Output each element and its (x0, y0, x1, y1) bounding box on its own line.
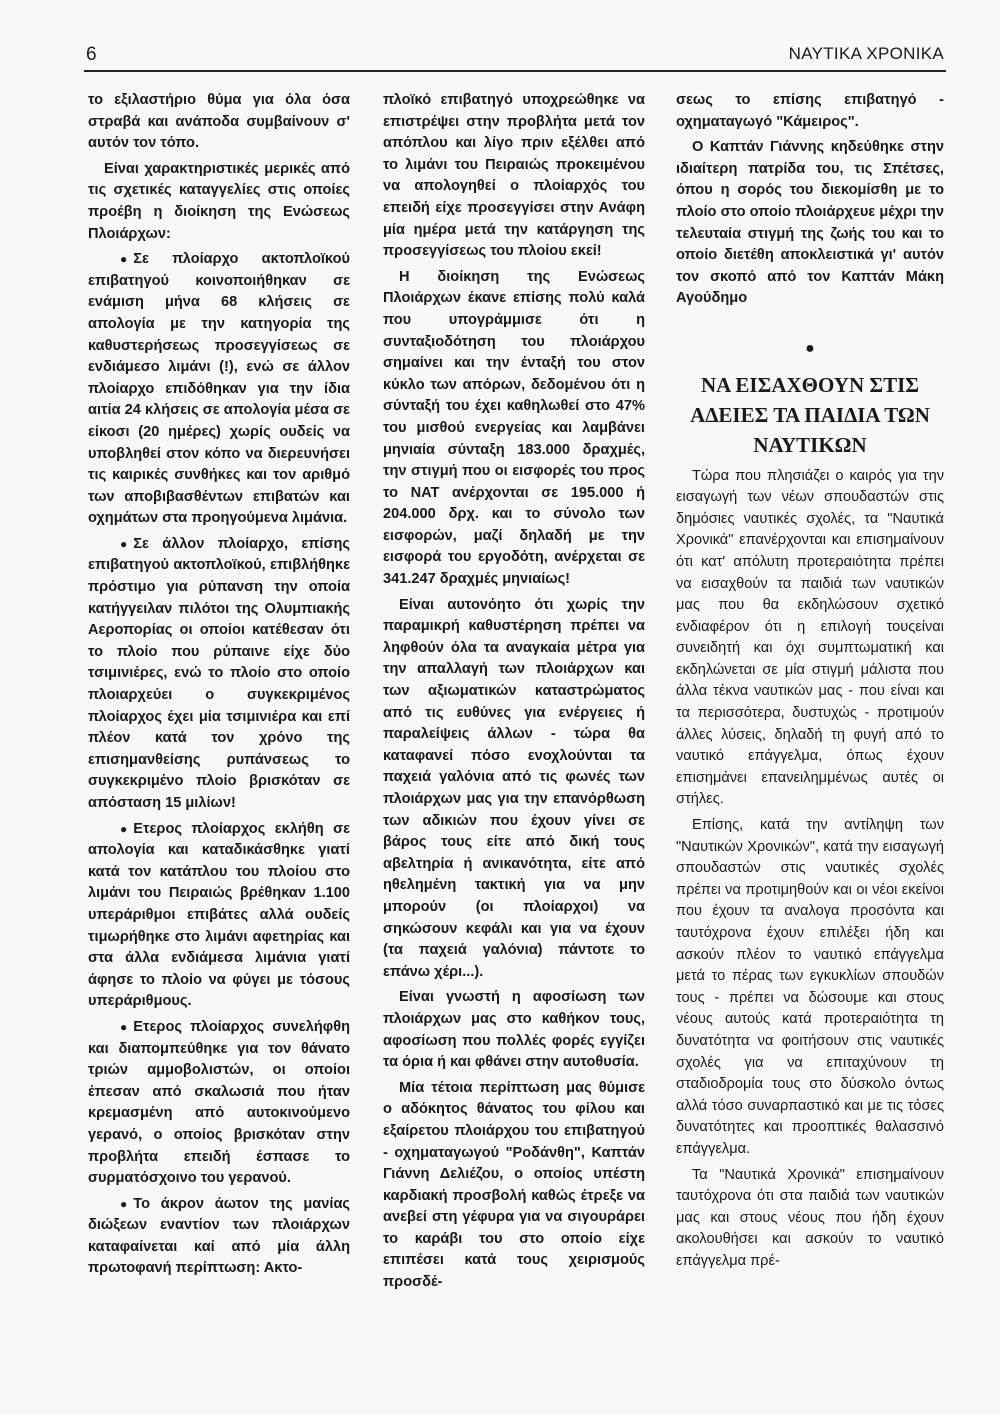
bullet-icon: ● (120, 536, 128, 551)
paragraph: Ο Καπτάν Γιάννης κηδεύθηκε στην ιδιαίτερη πατρίδα του, τις Σπέτσες, όπου η σορός του διεκομίσθη με το πλοίο στο οποίο πλοιάρχευε μέχρι την τελευταία στιγμή της ζωής του και το οποίο διετέθη αποκλειστικά γι' αυτόν τον σκοπό από τον Καπτάν Μάκη Αγούδημο (676, 139, 944, 307)
section-title: ΝΑ ΕΙΣΑΧΘΟΥΝ ΣΤΙΣ ΑΔΕΙΕΣ ΤΑ ΠΑΙΔΙΑ ΤΩΝ ΝΑΥΤΙΚΩΝ (690, 372, 930, 457)
bullet-text: Το άκρον άωτον της μανίας διώξεων εναντίον των πλοιάρχων καταφαίνεται καί από μία άλλη πρωτοφανή περίπτωση: Ακτο- (88, 1195, 350, 1277)
paragraph: το εξιλαστήριο θύμα για όλα όσα στραβά και ανάποδα συμβαίνουν σ' αυτόν τον τόπο. (88, 92, 350, 152)
bullet-text: Ετερος πλοίαρχος συνελήφθη και διαπομπεύθηκε για τον θάνατο τριών αμμοβολιστών, οι οποίοι έπεσαν από σκαλωσιά που ήταν κρεμασμένη από αυτοκινούμενο γερανό, ο οποίος βρισκόταν στην προβλήτα επειδή έσπασε το συρματόσχοινο του γερανού. (88, 1018, 350, 1187)
paragraph: Επίσης, κατά την αντίληψη των "Ναυτικών Χρονικών", κατά την εισαγωγή σπουδαστών στις ναυτικές σχολές πρέπει να προτιμηθούν και οι νέοι εκείνοι που έχουν τα αναλογα προσόντα και ταυτόχρονα έχουν επιλέξει ήδη και ασκούν πλέον το ναυτικό επάγγελμα μετά το πέρας των εγκυκλίων σπουδών τους - πρέπει να δώσουμε και στους νέους αυτούς κατά προτεραιότητα τη δυνατότητα να φοιτήσουν στις ναυτικές σχολές για να επιταχύνουν τη σταδιοδρομία τους στο δύσκολο όντως αλλά τόσο συναρπαστικό και με τις τόσες δυνατότητες και προοπτικές θαλασσινό επάγγελμα. (676, 817, 944, 1157)
paragraph: Η διοίκηση της Ενώσεως Πλοιάρχων έκανε επίσης πολύ καλά που υπογράμμισε ότι η συνταξιοδότηση του πλοιάρχου σημαίνει και την ένταξή του στον κύκλο των απόρων, δεδομένου ότι η σύνταξή του έχει καθηλωθεί στο 47% του μισθού ενεργείας και λαμβάνει μηνιαία σύνταξη 183.000 δραχμές, την στιγμή που οι εισφορές του προς το ΝΑΤ ανέρχονται σε 195.000 ή 204.000 δρχ. και το σύνολο των εισφορών, μαζί δηλαδή με την εισφορά του εργοδότη, ανέρχεται σε 341.247 δραχμές μηνιαίως! (383, 268, 645, 588)
paragraph: πλοϊκό επιβατηγό υποχρεώθηκε να επιστρέψει στην προβλήτα μετά τον απόπλου και λίγο πριν εξέλθει από το λιμάνι του Πειραιώς προκειμένου να απολογηθεί ο πλοίαρχός του επειδή είχε προσεγγίσει στην Ανάφη μία ημέρα μετά την κατάργηση της προσεγγίσεως του πλοίου εκεί! (383, 92, 645, 260)
bullet-paragraph (88, 819, 350, 1013)
bullet-icon: ● (120, 252, 128, 267)
header-rule (84, 70, 946, 72)
paragraph: Είναι γνωστή η αφοσίωση των πλοιάρχων μας στο καθήκον τους, αφοσίωση που πολλές φορές εγγίζει τα όρια ή και φθάνει στην αυτοθυσία. (383, 989, 645, 1071)
bullet-paragraph (88, 534, 350, 815)
bullet-icon: ● (120, 821, 128, 836)
paragraph: Τώρα που πλησιάζει ο καιρός για την εισαγωγή των νέων σπουδαστών στις δημόσιες ναυτικές σχολές, τα "Ναυτικά Χρονικά" επανέρχονται και επισημαίνουν ότι κατ' απόλυτη προτεραιότητα πρέπει να εισαχθούν τα παιδιά των ναυτικών μας που θα εκδηλώσουν σχετικό ενδιαφέρον ότι η επιλογή τουςείναι συνειδητή και όχι συμπτωματική και εκδηλώνεται σε μία στιγμή μάλιστα που άλλα τέκνα ναυτικών μας - που είναι και τα περισσότερα, δυστυχώς - προτιμούν άλλες λύσεις, δηλαδή τη φυγή από το ναυτικό επάγγελμα, όπως έχουν επισημάνει επανειλημμένως αυτές οι στήλες. (676, 467, 944, 808)
bullet-paragraph (88, 249, 350, 530)
column-1 (88, 90, 350, 1284)
bullet-icon: ● (120, 1019, 128, 1034)
bullet-text: Ετερος πλοίαρχος εκλήθη σε απολογία και καταδικάσθηκε γιατί κατά τον κατάπλου του πλοίου στο λιμάνι του Πειραιώς βρέθηκαν 1.100 υπεράριθμοι επιβάτες αλλά ουδείς τιμωρήθηκε στο λιμάνι αφετηρίας και στα άλλα ενδιάμεσα λιμάνια γιατί άφησε το πλοίο να φύγει με τόσους υπεράριθμους. (88, 820, 350, 1010)
column-2 (383, 90, 645, 1298)
column-3 (676, 90, 944, 1277)
bullet-paragraph (88, 1194, 350, 1280)
paragraph: Μία τέτοια περίπτωση μας θύμισε ο αδόκητος θάνατος του φίλου και εξαίρετου πλοιάρχου του επιβατηγού - οχηματαγωγού "Ροδάνθη", Καπτάν Γιάννη Δελιέζου, ο οποίος υπέστη καρδιακή προσβολή καθώς έτρεξε να ανεβεί στη γέφυρα για να σιγουράρει το καράβι του στο οποίο είχε επιπέσει κατά τους χειρισμούς προσδέ- (383, 1079, 645, 1291)
bullet-icon: ● (120, 1196, 128, 1211)
page-number: 6 (86, 44, 97, 65)
bullet-text: Σε άλλον πλοίαρχο, επίσης επιβατηγού ακτοπλοϊκού, επιβλήθηκε πρόστιμο για ρύπανση την οποία κατήγγειλαν πιλότοι της Ολυμπιακής Αεροπορίας οι οποίοι κατέθεσαν ότι το πλοίο που ρύπαινε είχε δύο τσιμινιέρες, ενώ το πλοίο στο οποίο πλοιαρχεύει ο συγκεκριμένος πλοίαρχος έχει μία τσιμινιέρα και επί πλέον κατά τον χρόνο της επισημανθείσης ρυπάνσεως το συγκεκριμένο πλοίο βρισκόταν σε απόσταση 15 μιλίων! (88, 535, 350, 811)
bullet-text: Σε πλοίαρχο ακτοπλοϊκού επιβατηγού κοινοποιήθηκαν σε ενάμιση μήνα 68 κλήσεις σε απολογία με την κατηγορία της καθυστερήσεως προσεγγίσεως σε ενδιάμεσο λιμάνι (!), ενώ σε άλλον πλοίαρχο επιδόθηκαν για την ίδια αιτία 24 κλήσεις σε απολογία μέσα σε είκοσι (20 ημέρες) χωρίς ουδείς να υποβληθεί στον κόπο να διερευνήσει τις καιρικές συνθήκες και τον αριθμό των αποβιβασθέντων επιβατών και οχημάτων στα προηγούμενα λιμάνια. (88, 251, 350, 527)
publication-title: ΝΑΥΤΙΚΑ ΧΡΟΝΙΚΑ (788, 44, 944, 63)
paragraph: Είναι χαρακτηριστικές μερικές από τις σχετικές καταγγελίες στις οποίες προέβη η διοίκηση της Ενώσεως Πλοιάρχων: (88, 160, 350, 242)
bullet-paragraph (88, 1017, 350, 1190)
paragraph: σεως το επίσης επιβατηγό - οχηματαγωγό "Κάμειρος". (676, 92, 944, 130)
section-separator-dot-icon: ● (805, 339, 815, 357)
paragraph: Είναι αυτονόητο ότι χωρίς την παραμικρή καθυστέρηση πρέπει να ληφθούν όλα τα αναγκαία μέτρα για την απαλλαγή των πλοιάρχων και των αξιωματικών καταστρώματος από τις ευθύνες για ενέργειες ή παραλείψεις άλλων - τώρα θα καταφανεί πόσο ενοχλούνται τα παχειά γαλόνια από τις φωνές των πλοιάρχων μας για την επανόρθωση των αδικιών που έχουν γίνει σε βάρος τους είτε από δική τους αβελτηρία ή ανικανότητα, είτε από ηθελημένη τακτική για να μην μπορούν (οι πλοίαρχοι) να σηκώσουν κεφάλι και για να έχουν (τα παχειά γαλόνια) πάντοτε το επάνω χέρι...). (383, 596, 645, 980)
paragraph: Τα "Ναυτικά Χρονικά" επισημαίνουν ταυτόχρονα ότι στα παιδιά των ναυτικών μας και στους νέους που ήδη έχουν ακολουθήσει και ασκούν το ναυτικό επάγγελμα πρέ- (676, 1166, 944, 1269)
